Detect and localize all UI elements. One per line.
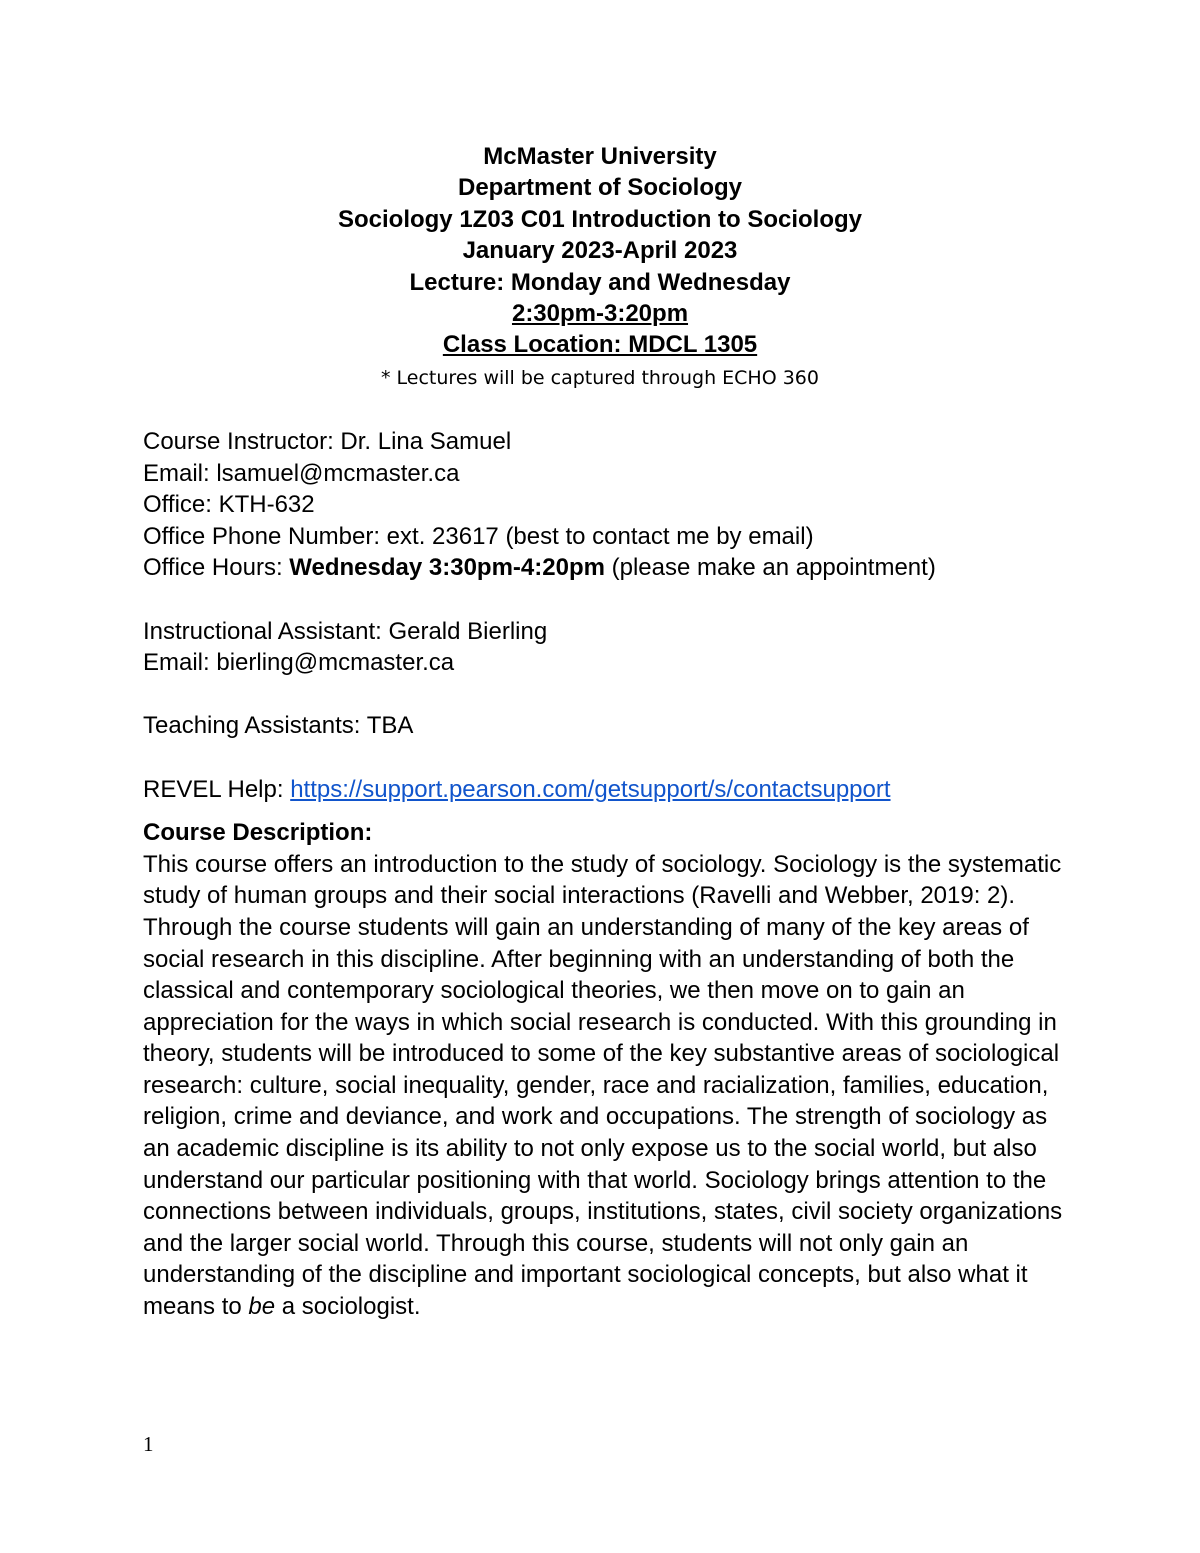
course-description-text: This course offers an introduction to the study of sociology. Sociology is the systematic study of human groups and their social interactions (Ravelli and Webber, 2019: 2). Through the course students will gain an understanding of many of the key areas of social research in this discipline. After beginning with an understanding of both the classical and contemporary sociological theories, we then move on to gain an appreciation for the ways in which social research is conducted. With this grounding in theory, students will be introduced to some of the key substantive areas of sociological research: culture, social inequality, gender, race and racialization, families, education, religion, crime and deviance, and work and occupations. The strength of sociology as an academic discipline is its ability to not only expose us to the social world, but also understand our particular positioning with that world. Sociology brings attention to the connections between individuals, groups, institutions, states, civil society organizations and the larger social world. Through this course, students will not only gain an understanding of the discipline and important sociological concepts, but also what it means to be a sociologist. — [143, 850, 1063, 1321]
capture-note: * Lectures will be captured through ECHO 360 — [381, 366, 819, 389]
assistant-email: Email: bierling@mcmaster.ca — [143, 649, 455, 677]
course-term: January 2023-April 2023 — [462, 237, 738, 265]
revel-help-label: REVEL Help: — [143, 775, 291, 803]
department-name: Department of Sociology — [457, 174, 743, 202]
revel-support-link[interactable]: https://support.pearson.com/getsupport/s/contactsupport — [290, 775, 891, 803]
course-header — [0, 141, 1200, 395]
instructor-office: Office: KTH-632 — [143, 491, 315, 519]
office-hours-value: Wednesday 3:30pm-4:20pm — [289, 554, 605, 582]
instructor-name: Course Instructor: Dr. Lina Samuel — [143, 428, 512, 455]
page-number: 1 — [143, 1432, 154, 1456]
instructor-email: Email: lsamuel@mcmaster.ca — [143, 459, 460, 487]
instructor-phone: Office Phone Number: ext. 23617 (best to contact me by email) — [143, 522, 814, 550]
course-title: Sociology 1Z03 C01 Introduction to Sociology — [337, 205, 863, 233]
emphasis-be: be — [248, 1293, 276, 1321]
revel-help — [143, 774, 1063, 806]
syllabus-body — [143, 426, 1063, 1323]
office-hours — [143, 552, 1063, 584]
office-hours-label: Office Hours: — [143, 554, 290, 582]
teaching-assistants: Teaching Assistants: TBA — [143, 712, 414, 740]
class-location: Class Location: MDCL 1305 — [442, 331, 758, 359]
office-hours-note: (please make an appointment) — [604, 554, 936, 582]
course-description-heading: Course Description: — [143, 819, 373, 847]
lecture-days: Lecture: Monday and Wednesday — [409, 268, 791, 296]
assistant-name: Instructional Assistant: Gerald Bierling — [143, 617, 548, 645]
university-name: McMaster University — [483, 143, 717, 170]
lecture-time: 2:30pm-3:20pm — [511, 300, 689, 328]
